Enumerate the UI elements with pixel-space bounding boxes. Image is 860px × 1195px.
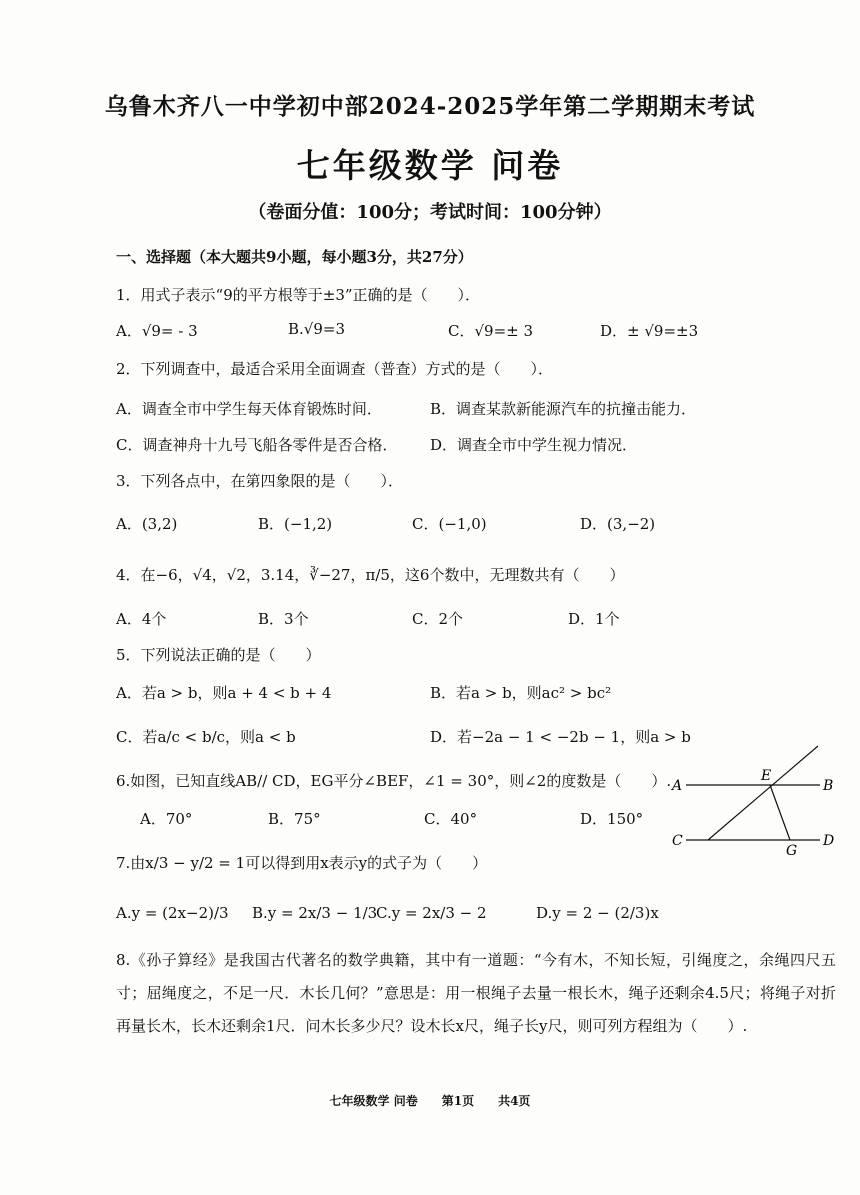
question-2-stem: 2．下列调查中，最适合采用全面调查（普查）方式的是（ ）．: [116, 360, 554, 378]
question-1-option-d: D．± √9=±3: [600, 322, 699, 340]
school-title: 乌鲁木齐八一中学初中部2024-2025学年第二学期期末考试: [104, 93, 756, 120]
question-1-option-b: B.√9=3: [288, 320, 346, 338]
question-3-stem: 3．下列各点中，在第四象限的是（ ）．: [116, 472, 404, 490]
question-1-option-c: C．√9=± 3: [448, 322, 534, 340]
question-6-option-c: C．40°: [424, 810, 478, 828]
question-7-option-a: A.y = (2x−2)/3: [116, 904, 229, 922]
question-4-option-a: A．4个: [116, 610, 167, 628]
question-6-stem: 6.如图，已知直线AB// CD，EG平分∠BEF，∠1 = 30°，则∠2的度数是（ ）.: [116, 772, 672, 790]
question-4-option-b: B．3个: [258, 610, 309, 628]
label-d: D: [823, 833, 835, 849]
question-1-option-a: A．√9= - 3: [116, 322, 198, 340]
question-3-option-c: C．(−1,0): [412, 515, 487, 533]
question-2-option-d: D．调查全市中学生视力情况．: [430, 436, 638, 454]
page-footer: 七年级数学 问卷 第1页 共4页: [329, 1094, 531, 1108]
question-5-stem: 5．下列说法正确的是（ ）: [116, 646, 321, 664]
question-4-option-d: D．1个: [568, 610, 620, 628]
label-a: A: [672, 778, 683, 794]
transversal-line: [708, 746, 818, 840]
section-title: 一、选择题（本大题共9小题，每小题3分，共27分）: [116, 248, 473, 266]
label-g: G: [786, 843, 798, 858]
label-b: B: [823, 778, 834, 794]
question-5-option-a: A．若a > b，则a + 4 < b + 4: [116, 684, 332, 702]
question-3-option-d: D．(3,−2): [580, 515, 656, 533]
score-info: （卷面分值：100分；考试时间：100分钟）: [248, 202, 612, 223]
question-8-stem: 8.《孙子算经》是我国古代著名的数学典籍，其中有一道题：“今有木，不知长短，引绳度之，余绳四尺五寸；屈绳度之，不足一尺．木长几何？”意思是：用一根绳子去量一根长木，绳子还剩余4.5尺；将绳子对折再量长木，长木还剩余1尺．问木长多少尺？设木长x尺，绳子长y尺，则可列方程组为（ ）.: [116, 951, 836, 1035]
question-6-option-a: A．70°: [140, 810, 193, 828]
subject-title: 七年级数学 问卷: [296, 146, 564, 185]
label-e: E: [761, 768, 772, 784]
question-7-stem: 7.由x/3 − y/2 = 1可以得到用x表示y的式子为（ ）: [116, 854, 488, 872]
question-4-stem: 4．在−6，√4，√2，3.14，∛−27，π/5，这6个数中，无理数共有（ ）: [116, 566, 625, 584]
question-7-option-c: C.y = 2x/3 − 2: [376, 904, 487, 922]
question-3-option-b: B．(−1,2): [258, 515, 333, 533]
question-5-option-b: B．若a > b，则ac² > bc²: [430, 684, 612, 702]
question-2-option-b: B．调查某款新能源汽车的抗撞击能力．: [430, 400, 697, 418]
segment-eg: [770, 785, 790, 840]
question-3-option-a: A．(3,2): [116, 515, 178, 533]
geometry-figure: [668, 740, 838, 858]
question-2-option-c: C．调查神舟十九号飞船各零件是否合格．: [116, 436, 398, 454]
label-c: C: [672, 833, 683, 849]
question-7-option-d: D.y = 2 − (2/3)x: [536, 904, 659, 922]
question-1-stem: 1．用式子表示“9的平方根等于±3”正确的是（ ）．: [116, 286, 481, 304]
question-4-option-c: C．2个: [412, 610, 464, 628]
question-2-option-a: A．调查全市中学生每天体育锻炼时间．: [116, 400, 382, 418]
question-5-option-d: D．若−2a − 1 < −2b − 1，则a > b: [430, 728, 691, 746]
question-6-option-b: B．75°: [268, 810, 321, 828]
question-7-option-b: B.y = 2x/3 − 1/3: [252, 904, 378, 922]
question-5-option-c: C．若a/c < b/c，则a < b: [116, 728, 296, 746]
question-6-option-d: D．150°: [580, 810, 644, 828]
